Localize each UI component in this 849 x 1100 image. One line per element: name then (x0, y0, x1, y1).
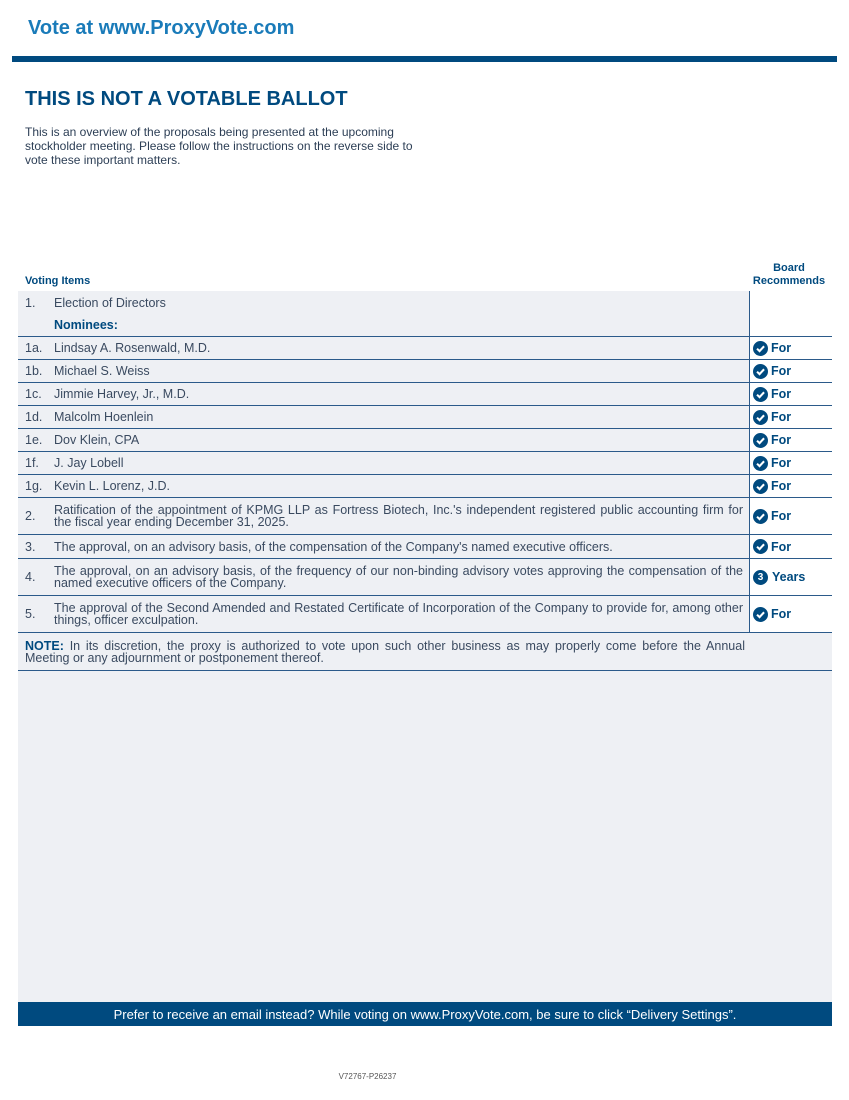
recommendation-label: For (771, 410, 792, 424)
proposal-text: The approval, on an advisory basis, of the frequency of our non-binding advisory votes approving the compensation of the named executive officers of the Company. (54, 564, 743, 590)
recommendation-label: For (771, 456, 792, 470)
recommendation-cell (749, 475, 832, 497)
header-divider (12, 56, 837, 62)
table-row (18, 559, 832, 596)
nominee-name: Malcolm Hoenlein (54, 410, 154, 424)
recommendation-label: For (771, 364, 792, 378)
item-number: 1g. (25, 479, 43, 493)
recommendation-cell (749, 291, 832, 314)
nominee-name: Lindsay A. Rosenwald, M.D. (54, 341, 211, 355)
recommendation-label: For (771, 607, 792, 621)
recommendation-cell (749, 452, 832, 474)
check-circle-icon (753, 364, 768, 379)
recommendation-cell (749, 596, 832, 632)
proposal-text: The approval, on an advisory basis, of the compensation of the Company's named executive officers. (54, 539, 613, 554)
note-text (18, 640, 745, 664)
recommendation-cell (749, 559, 832, 595)
item-number: 1b. (25, 364, 43, 378)
table-row (18, 452, 832, 475)
number-circle-icon: 3 (753, 570, 768, 585)
recommendation-cell (749, 498, 832, 534)
check-circle-icon (753, 509, 768, 524)
document-code: V72767-P26237 (338, 1072, 397, 1081)
nominee-name: Dov Klein, CPA (54, 433, 140, 447)
intro-text: This is an overview of the proposals being presented at the upcoming stockholder meeting. Please follow the instructions on the reverse side to vote these important matters. (25, 125, 413, 167)
table-row (18, 498, 832, 535)
check-circle-icon (753, 387, 768, 402)
table-row (18, 406, 832, 429)
recommendation-label: For (771, 433, 792, 447)
item-number: 1f. (25, 456, 39, 470)
proposal-text: The approval of the Second Amended and Restated Certificate of Incorporation of the Company to provide for, among other things, officer exculpation. (54, 601, 743, 627)
recommendation-cell (749, 314, 832, 336)
header-title[interactable]: Vote at www.ProxyVote.com (28, 17, 295, 39)
check-circle-icon (753, 456, 768, 471)
recommendation-cell (749, 429, 832, 451)
board-heading-line2: Recommends (752, 275, 826, 287)
recommendation-cell (749, 337, 832, 359)
voting-items-table (18, 291, 832, 671)
proposal-text: Ratification of the appointment of KPMG LLP as Fortress Biotech, Inc.'s independent registered public accounting firm for the fiscal year ending December 31, 2025. (54, 503, 743, 529)
item-number: 1e. (25, 433, 43, 447)
recommendation-cell (749, 406, 832, 428)
recommendation-label: For (771, 539, 792, 554)
board-recommends-heading (748, 262, 830, 288)
nominee-name: Kevin L. Lorenz, J.D. (54, 479, 171, 493)
item-number: 1. (25, 295, 36, 310)
table-row (18, 337, 832, 360)
recommendation-cell (749, 383, 832, 405)
table-row (18, 535, 832, 559)
check-circle-icon (753, 433, 768, 448)
nominees-label: Nominees: (54, 318, 118, 332)
check-circle-icon (753, 341, 768, 356)
delivery-settings-banner: Prefer to receive an email instead? While voting on www.ProxyVote.com, be sure to click “Delivery Settings”. (18, 1002, 832, 1026)
nominee-name: J. Jay Lobell (54, 456, 124, 470)
board-heading-line1: Board (773, 262, 805, 274)
table-row (18, 596, 832, 633)
item-number: 2. (25, 509, 36, 523)
item-number: 1d. (25, 410, 43, 424)
recommendation-label: For (771, 387, 792, 401)
table-row (18, 360, 832, 383)
item-number: 1a. (25, 341, 43, 355)
note-row (18, 633, 832, 671)
table-row (18, 291, 832, 314)
check-circle-icon (753, 410, 768, 425)
note-body: In its discretion, the proxy is authorized to vote upon such other business as may properly come before the Annual Meeting or any adjournment or postponement thereof. (25, 638, 745, 665)
item-number: 1c. (25, 387, 42, 401)
note-label: NOTE: (25, 638, 64, 653)
check-circle-icon (753, 479, 768, 494)
nominee-name: Jimmie Harvey, Jr., M.D. (54, 387, 190, 401)
recommendation-label: For (771, 341, 792, 355)
page-title: THIS IS NOT A VOTABLE BALLOT (25, 88, 348, 110)
check-circle-icon (753, 607, 768, 622)
recommendation-cell (749, 360, 832, 382)
item-number: 4. (25, 570, 36, 584)
item-text: Election of Directors (54, 295, 166, 310)
table-row (18, 475, 832, 498)
table-row (18, 383, 832, 406)
voting-items-heading: Voting Items (25, 275, 91, 287)
recommendation-label: Years (772, 570, 806, 584)
nominee-name: Michael S. Weiss (54, 364, 150, 378)
table-row (18, 314, 832, 337)
recommendation-label: For (771, 479, 792, 493)
item-number: 5. (25, 607, 36, 621)
item-number: 3. (25, 539, 36, 554)
recommendation-cell (749, 535, 832, 558)
table-row (18, 429, 832, 452)
recommendation-label: For (771, 509, 792, 523)
check-circle-icon (753, 539, 768, 554)
